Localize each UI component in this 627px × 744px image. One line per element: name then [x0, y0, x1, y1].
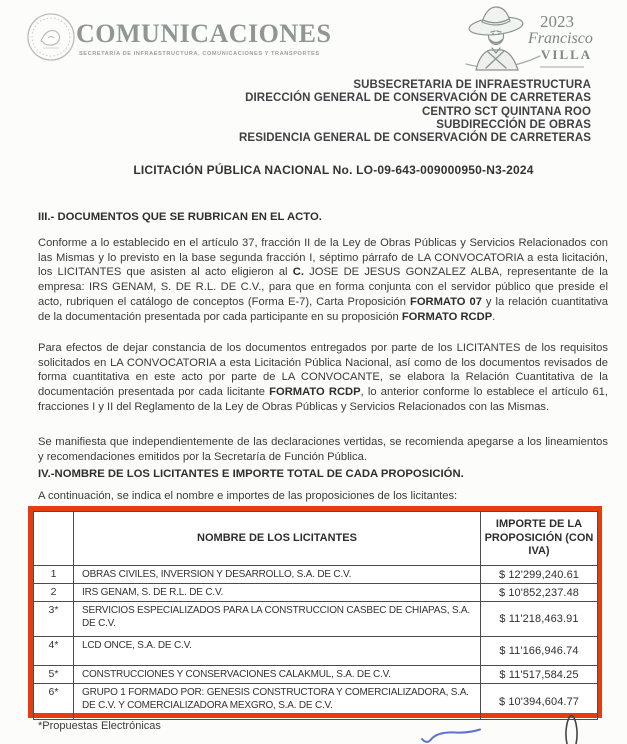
cell-name: CONSTRUCCIONES Y CONSERVACIONES CALAKMUL, S.A. DE C.V. — [74, 666, 481, 684]
table-row — [34, 666, 598, 684]
paragraph-text-segment: JOSE DE JESUS GONZALEZ ALBA, representante de la empresa: IRS GENAM, S. DE R.L. DE C.V., para que en forma conjunta con el servidor público que preside el acto, rubriquen el catálogo de conceptos (Forma E-7), Carta Proposición — [38, 266, 608, 308]
signature-mark-blue — [422, 730, 480, 742]
office-line: CENTRO SCT QUINTANA ROO — [421, 105, 591, 118]
cell-amount: $ 11'218,463.91 — [481, 602, 598, 637]
office-line: SUBDIRECCIÓN DE OBRAS — [436, 119, 591, 132]
table-row — [34, 637, 598, 666]
cell-amount: $ 10'852,237.48 — [481, 584, 598, 602]
signature-mark-dark — [566, 716, 577, 744]
table-intro-text: A continuación, se indica el nombre e importes de las proposiciones de los licitantes: — [38, 490, 458, 502]
brand-wordmark: COMUNICACIONES — [76, 19, 332, 48]
paragraph-bold-segment: FORMATO 07 — [409, 295, 482, 308]
cell-name: GRUPO 1 FORMADO POR: GENESIS CONSTRUCTORA Y COMERCIALIZADORA, S.A. DE C.V. Y COMERCIALIZADORA MEXGRO, S.A. DE C.V. — [74, 684, 481, 720]
office-address-block — [239, 79, 591, 146]
villa-name-script: Francisco — [528, 30, 593, 47]
table-highlight-box — [28, 506, 602, 718]
col-num-header — [34, 512, 74, 566]
cell-amount: $ 10'394,604.77 — [481, 684, 598, 720]
document-title: LICITACIÓN PÚBLICA NACIONAL No. LO-09-643-009000950-N3-2024 — [133, 163, 534, 177]
cell-num: 4* — [34, 637, 74, 666]
electronic-proposals-footnote: *Propuestas Electrónicas — [38, 720, 161, 732]
cell-num: 3* — [34, 602, 74, 637]
villa-name-caps: VILLA — [541, 47, 593, 62]
section-iv-heading: IV.-NOMBRE DE LOS LICITANTES E IMPORTE TOTAL DE CADA PROPOSICIÓN. — [38, 468, 464, 480]
paragraph-bold-segment: FORMATO RCDP — [269, 386, 361, 399]
paragraph-text-segment: y la relación cuantitativa de la documentación presentada por cada participante en su proposición — [38, 295, 608, 323]
cell-amount: $ 11'166,946.74 — [481, 637, 598, 666]
cell-amount: $ 12'299,240.61 — [481, 566, 598, 584]
office-line: RESIDENCIA GENERAL DE CONSERVACIÓN DE CARRETERAS — [239, 132, 591, 145]
signature-marks — [400, 700, 600, 744]
paragraph-text-segment: Conforme a lo establecido en el artículo 37, fracción II de la Ley de Obras Públicas y Servicios Relacionados con las Mismas y lo previsto en la base segunda fracción I, séptimo párrafo de LA CONVOCATORIA a esta licitación, los LICITANTES que asisten al acto eligieron al — [38, 237, 608, 279]
cell-num: 1 — [34, 566, 74, 584]
cell-num: 2 — [34, 584, 74, 602]
cell-name: LCD ONCE, S.A. DE C.V. — [74, 637, 481, 666]
office-line: SUBSECRETARIA DE INFRAESTRUCTURA — [353, 79, 591, 91]
table-header-row — [34, 512, 598, 566]
brand-subtitle: SECRETARÍA DE INFRAESTRUCTURA, COMUNICACIONES Y TRANSPORTES — [79, 51, 320, 57]
paragraph-recomendacion: Se manifiesta que independientemente de las declaraciones vertidas, se recomienda apegarse a los lineamientos y recomendaciones emitidos por la Secretaría de Función Pública. — [38, 436, 608, 463]
cell-name: SERVICIOS ESPECIALIZADOS PARA LA CONSTRUCCION CASBEC DE CHIAPAS, S.A. DE C.V. — [74, 602, 481, 637]
table-row — [34, 566, 598, 584]
cell-name: OBRAS CIVILES, INVERSION Y DESARROLLO, S.A. DE C.V. — [74, 566, 481, 584]
paragraph-text-segment: . — [492, 310, 496, 323]
paragraph-bold-segment: C. — [292, 266, 304, 279]
villa-tagline-line — [540, 66, 584, 68]
cell-num: 5* — [34, 666, 74, 684]
mexico-government-seal-icon — [26, 12, 76, 62]
table-row — [34, 602, 598, 637]
paragraph-bold-segment: FORMATO RCDP — [401, 310, 493, 323]
table-row — [34, 584, 598, 602]
col-amount-header: IMPORTE DE LA PROPOSICIÓN (CON IVA) — [481, 512, 598, 566]
section-iii-heading: III.- DOCUMENTOS QUE SE RUBRICAN EN EL ACTO. — [38, 211, 322, 223]
paragraph-text-segment: Para efectos de dejar constancia de los documentos entregados por parte de los LICITANTES de los requisitos solicitados en LA CONVOCATORIA a esta Licitación Pública Nacional, así como de los documentos revisados de forma cuantitativa en este acto por parte de LA CONVOCANTE, se elabora la Relación Cuantitativa de la documentación presentada por cada licitante — [38, 342, 608, 399]
villa-year-label: 2023 — [540, 12, 574, 31]
office-line: DIRECCIÓN GENERAL DE CONSERVACIÓN DE CARRETERAS — [245, 92, 591, 105]
paragraph-documentos-rubrica — [38, 236, 608, 324]
cell-name: IRS GENAM, S. DE R.L. DE C.V. — [74, 584, 481, 602]
paragraph-text-segment: , lo anterior conforme lo establece el artículo 61, fracciones I y II del Reglamento de la Ley de Obras Públicas y Servicios Relacionados con las Mismas. — [38, 386, 609, 413]
paragraph-relacion-cuantitativa — [38, 341, 608, 415]
cell-amount: $ 11'517,584.25 — [481, 666, 598, 684]
licitantes-table — [33, 511, 598, 720]
col-name-header: NOMBRE DE LOS LICITANTES — [74, 512, 481, 566]
cell-num: 6* — [34, 684, 74, 720]
